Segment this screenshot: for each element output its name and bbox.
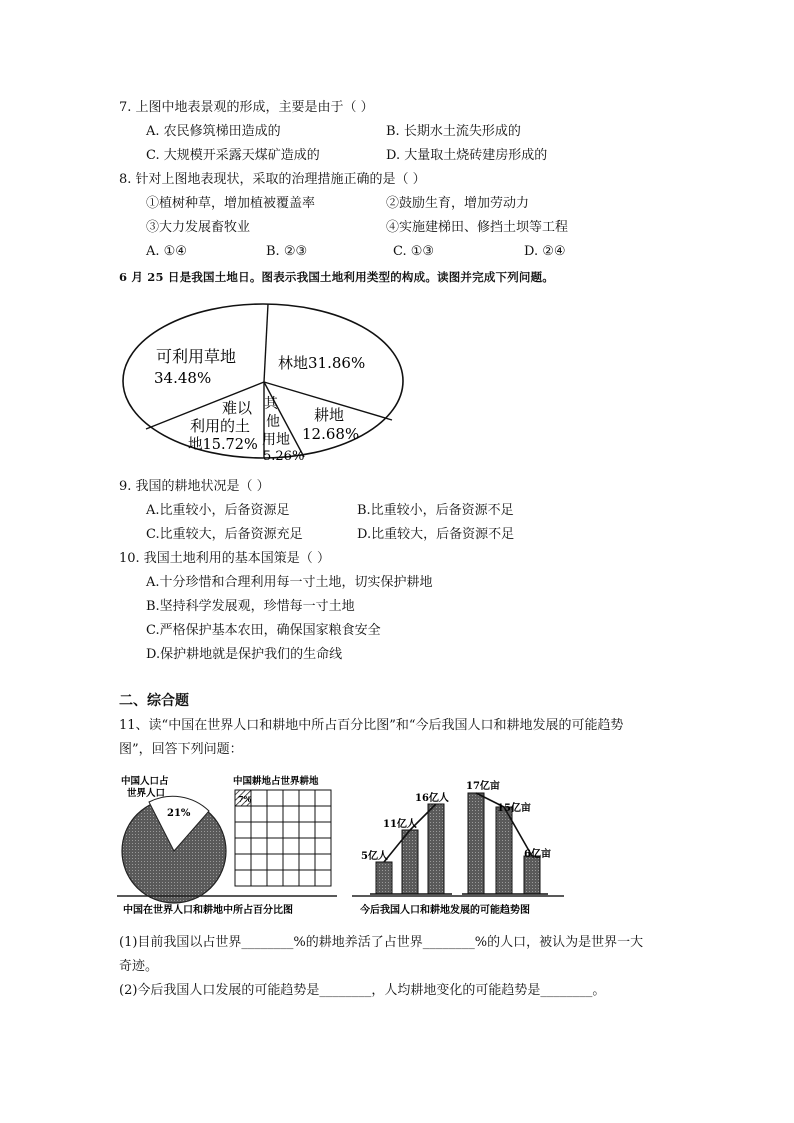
q8-statement-4: ④实施建梯田、修挡土坝等工程	[386, 220, 569, 235]
pie-label-hard-line3: 地15.72%	[188, 437, 258, 453]
pie-label-other-char3: 用地	[262, 432, 290, 448]
pie-label-forest: 林地31.86%	[278, 354, 366, 372]
trend-figure-caption: 今后我国人口和耕地发展的可能趋势图	[360, 905, 530, 916]
q8-option-a: A. ①④	[146, 244, 187, 259]
q8-option-b: B. ②③	[266, 244, 308, 259]
population-pct: 21%	[167, 808, 191, 819]
land-bar-2-label: 15亿亩	[497, 803, 531, 814]
q7-option-b: B. 长期水土流失形成的	[386, 124, 521, 139]
section-heading: 二、综合题	[119, 693, 189, 709]
q10-option-c: C.严格保护基本农田，确保国家粮食安全	[146, 623, 381, 638]
farmland-pct: 7%	[238, 794, 252, 804]
q7-option-c: C. 大规模开采露天煤矿造成的	[146, 148, 320, 163]
pop-bar-3-label: 16亿人	[415, 793, 449, 804]
land-use-pie-chart	[118, 300, 408, 465]
share-figure-caption: 中国在世界人口和耕地中所占百分比图	[123, 905, 293, 916]
land-bar-2	[496, 807, 512, 894]
q11-sub1-line2: 奇迹。	[119, 959, 159, 974]
q7-option-d: D. 大量取土烧砖建房形成的	[386, 148, 548, 163]
pie-label-hard-line2: 利用的土	[190, 417, 251, 435]
q11-sub2: (2)今后我国人口发展的可能趋势是________，人均耕地变化的可能趋势是________。	[119, 983, 606, 998]
pie-label-farm-value: 12.68%	[302, 425, 360, 443]
land-bar-3-label: 6亿亩	[524, 849, 551, 860]
pop-bar-3	[428, 804, 444, 894]
pie-label-farm-name: 耕地	[314, 406, 345, 424]
farmland-label: 中国耕地占世界耕地	[233, 776, 319, 787]
land-bar-1-label: 17亿亩	[466, 781, 500, 792]
q10-option-d: D.保护耕地就是保护我们的生命线	[146, 647, 343, 662]
q10-option-b: B.坚持科学发展观，珍惜每一寸土地	[146, 599, 355, 614]
q9-stem: 9. 我国的耕地状况是（ ）	[119, 479, 270, 494]
pie-label-hard-line1: 难以	[222, 399, 253, 417]
q9-option-b: B.比重较小，后备资源不足	[357, 503, 514, 518]
pie-label-other-value: 5.26%	[263, 449, 305, 464]
land-day-intro: 6 月 25 日是我国土地日。图表示我国土地利用类型的构成。读图并完成下列问题。	[119, 270, 555, 284]
q11-stem-line1: 11、读“中国在世界人口和耕地中所占百分比图”和“今后我国人口和耕地发展的可能趋势	[119, 718, 624, 733]
q11-sub1-line1: (1)目前我国以占世界________%的耕地养活了占世界________%的人口，被认为是世界一大	[119, 935, 644, 950]
q8-option-c: C. ①③	[393, 244, 435, 259]
pie-label-other-char1: 其	[264, 396, 278, 412]
pop-bar-2-label: 11亿人	[383, 819, 417, 830]
q8-statement-3: ③大力发展畜牧业	[146, 220, 251, 235]
q8-statement-1: ①植树种草，增加植被覆盖率	[146, 196, 316, 211]
farmland-grid	[235, 790, 331, 886]
q9-option-d: D.比重较大，后备资源不足	[357, 527, 515, 542]
pie-label-grass-name: 可利用草地	[156, 347, 237, 366]
population-bars	[370, 804, 452, 894]
q11-stem-line2: 图”，回答下列问题：	[119, 742, 243, 757]
pop-bar-1-label: 5亿人	[361, 851, 388, 862]
pie-label-other-char2: 他	[266, 414, 280, 430]
q10-option-a: A.十分珍惜和合理利用每一寸土地，切实保护耕地	[146, 575, 433, 590]
q8-statement-2: ②鼓励生育，增加劳动力	[386, 196, 530, 211]
q9-option-a: A.比重较小，后备资源足	[146, 503, 290, 518]
population-label-line1: 中国人口占	[121, 776, 169, 787]
q8-option-d: D. ②④	[524, 244, 566, 259]
pop-bar-1	[376, 862, 392, 894]
q7-stem: 7. 上图中地表景观的形成，主要是由于（ ）	[119, 100, 374, 115]
q9-option-c: C.比重较大，后备资源充足	[146, 527, 303, 542]
q8-stem: 8. 针对上图地表现状，采取的治理措施正确的是（ ）	[119, 172, 426, 187]
trend-figure	[352, 771, 564, 921]
land-bar-3	[524, 856, 540, 894]
pie-label-grass-value: 34.48%	[154, 369, 212, 387]
q10-stem: 10. 我国土地利用的基本国策是（ ）	[119, 551, 330, 566]
pop-bar-2	[402, 830, 418, 894]
share-figure	[117, 771, 337, 921]
q7-option-a: A. 农民修筑梯田造成的	[146, 124, 281, 139]
land-bar-1	[468, 793, 484, 894]
population-label-line2: 世界人口	[127, 788, 166, 799]
